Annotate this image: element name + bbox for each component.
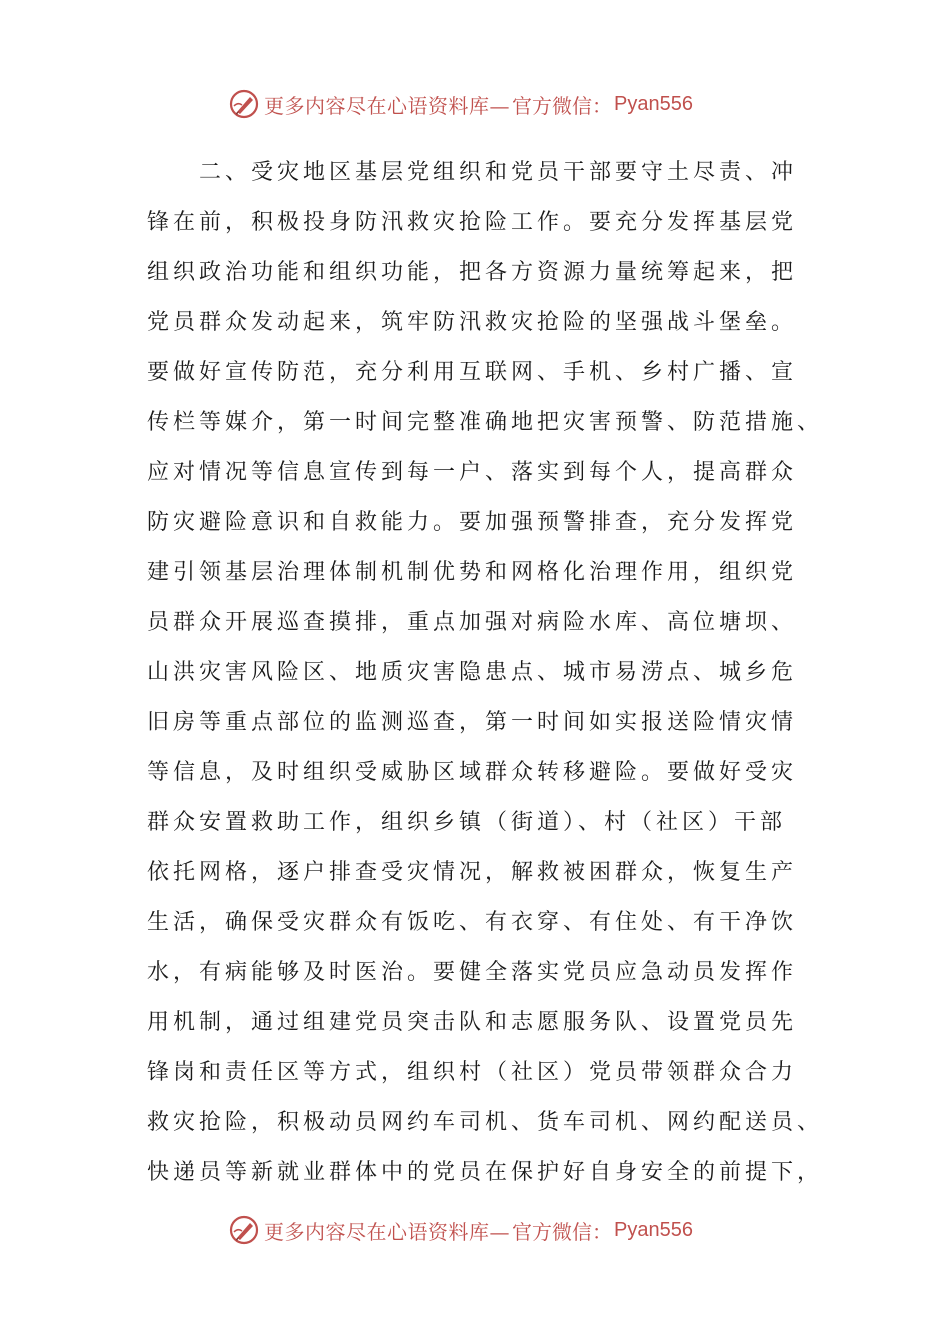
text-line: 山洪灾害风险区、地质灾害隐患点、城市易涝点、城乡危 — [147, 660, 798, 685]
document-body — [147, 148, 824, 1198]
footer-watermark — [228, 1212, 693, 1248]
watermark-text: 更多内容尽在心语资料库— — [264, 1219, 510, 1244]
text-line: 救灾抢险，积极动员网约车司机、货车司机、网约配送员、 — [147, 1110, 824, 1135]
text-line: 二、受灾地区基层党组织和党员干部要守土尽责、冲 — [147, 160, 798, 185]
watermark-wechat-id: Pyan556 — [614, 1218, 693, 1241]
watermark-wechat-label: 官方微信： — [512, 93, 612, 118]
text-line: 要做好宣传防范，充分利用互联网、手机、乡村广播、宣 — [147, 360, 798, 385]
text-line: 党员群众发动起来，筑牢防汛救灾抢险的坚强战斗堡垒。 — [147, 310, 798, 335]
text-line: 应对情况等信息宣传到每一户、落实到每个人，提高群众 — [147, 460, 798, 485]
text-line: 生活，确保受灾群众有饭吃、有衣穿、有住处、有干净饮 — [147, 910, 798, 935]
text-line: 员群众开展巡查摸排，重点加强对病险水库、高位塘坝、 — [147, 610, 798, 635]
text-line: 群众安置救助工作，组织乡镇（街道）、村（社区）干部 — [147, 810, 787, 835]
text-line: 建引领基层治理体制机制优势和网格化治理作用，组织党 — [147, 560, 798, 585]
text-line: 防灾避险意识和自救能力。要加强预警排查，充分发挥党 — [147, 510, 798, 535]
watermark-wechat-id: Pyan556 — [614, 92, 693, 115]
watermark-wechat-label: 官方微信： — [512, 1219, 612, 1244]
text-line: 旧房等重点部位的监测巡查，第一时间如实报送险情灾情 — [147, 710, 798, 735]
text-line: 组织政治功能和组织功能，把各方资源力量统筹起来，把 — [147, 260, 798, 285]
pen-logo-icon — [228, 1214, 260, 1246]
text-line: 水，有病能够及时医治。要健全落实党员应急动员发挥作 — [147, 960, 798, 985]
text-line: 传栏等媒介，第一时间完整准确地把灾害预警、防范措施、 — [147, 410, 824, 435]
text-line: 依托网格，逐户排查受灾情况，解救被困群众，恢复生产 — [147, 860, 798, 885]
watermark-text: 更多内容尽在心语资料库— — [264, 93, 510, 118]
text-line: 锋岗和责任区等方式，组织村（社区）党员带领群众合力 — [147, 1060, 798, 1085]
text-line: 快递员等新就业群体中的党员在保护好自身安全的前提下， — [147, 1160, 824, 1185]
text-line: 用机制，通过组建党员突击队和志愿服务队、设置党员先 — [147, 1010, 798, 1035]
text-line: 锋在前，积极投身防汛救灾抢险工作。要充分发挥基层党 — [147, 210, 798, 235]
pen-logo-icon — [228, 88, 260, 120]
text-line: 等信息，及时组织受威胁区域群众转移避险。要做好受灾 — [147, 760, 798, 785]
header-watermark — [228, 86, 693, 122]
